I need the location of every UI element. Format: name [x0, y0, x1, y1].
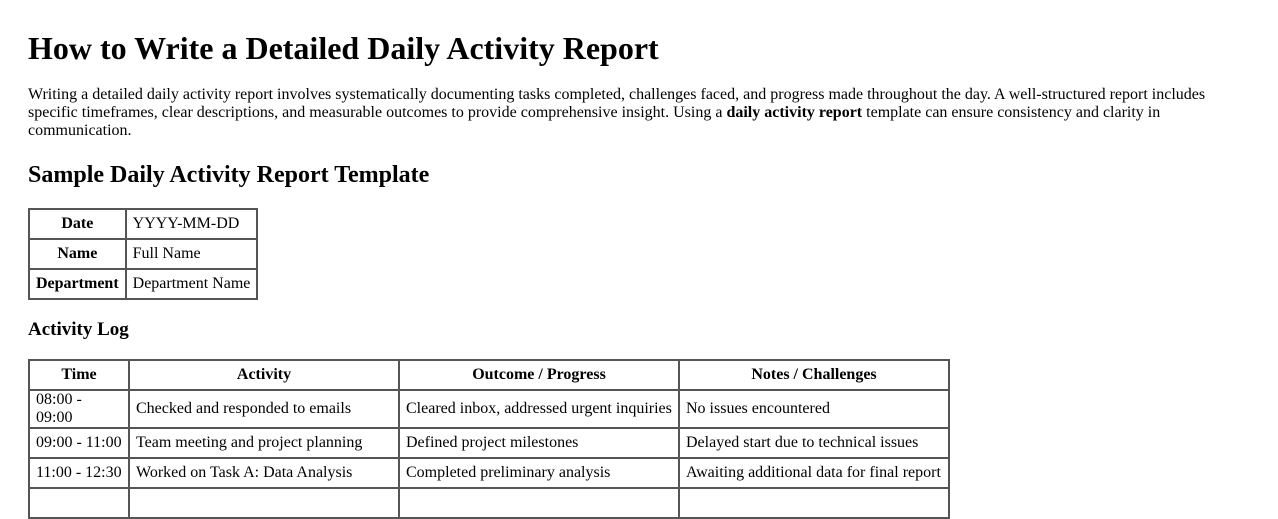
cell-outcome: Completed preliminary analysis — [399, 458, 679, 488]
table-row — [29, 428, 949, 458]
info-row-date — [29, 209, 257, 239]
cell-notes — [679, 488, 949, 518]
cell-outcome: Cleared inbox, addressed urgent inquiries — [399, 390, 679, 428]
activity-log-heading: Activity Log — [28, 319, 129, 340]
column-header-activity: Activity — [129, 360, 399, 390]
column-header-time: Time — [29, 360, 129, 390]
cell-time: 09:00 - 11:00 — [29, 428, 129, 458]
cell-time — [29, 488, 129, 518]
cell-notes: Awaiting additional data for final report — [679, 458, 949, 488]
column-header-notes: Notes / Challenges — [679, 360, 949, 390]
table-row — [29, 390, 949, 428]
cell-activity — [129, 488, 399, 518]
cell-time: 08:00 - 09:00 — [29, 390, 129, 428]
intro-bold-keyword: daily activity report — [726, 104, 863, 121]
cell-notes: Delayed start due to technical issues — [679, 428, 949, 458]
info-label: Name — [29, 239, 126, 269]
cell-time: 11:00 - 12:30 — [29, 458, 129, 488]
template-heading: Sample Daily Activity Report Template — [28, 162, 430, 188]
report-info-table — [28, 208, 258, 300]
info-value: YYYY-MM-DD — [126, 209, 258, 239]
table-row-partial — [29, 488, 949, 518]
info-row-department — [29, 269, 257, 299]
intro-paragraph — [28, 66, 1228, 140]
page-title: How to Write a Detailed Daily Activity Report — [28, 30, 659, 66]
cell-outcome — [399, 488, 679, 518]
info-label: Department — [29, 269, 126, 299]
cell-outcome: Defined project milestones — [399, 428, 679, 458]
activity-log-table — [28, 359, 950, 519]
table-header-row — [29, 360, 949, 390]
intro-text-start: Writing a detailed daily activity report involves systematically documenting tasks completed, challenges faced, and progress made throughout the day. A well-structured report includes specific timeframes, clear descriptions, and measurable outcomes to provide comprehensive insight. Using a — [28, 86, 1206, 121]
cell-activity: Team meeting and project planning — [129, 428, 399, 458]
info-value: Department Name — [126, 269, 258, 299]
table-row — [29, 458, 949, 488]
cell-notes: No issues encountered — [679, 390, 949, 428]
column-header-outcome: Outcome / Progress — [399, 360, 679, 390]
cell-activity: Worked on Task A: Data Analysis — [129, 458, 399, 488]
info-label: Date — [29, 209, 126, 239]
info-value: Full Name — [126, 239, 258, 269]
intro-text-end: template can ensure consistency and clarity in communication. — [28, 104, 1161, 139]
cell-activity: Checked and responded to emails — [129, 390, 399, 428]
info-row-name — [29, 239, 257, 269]
